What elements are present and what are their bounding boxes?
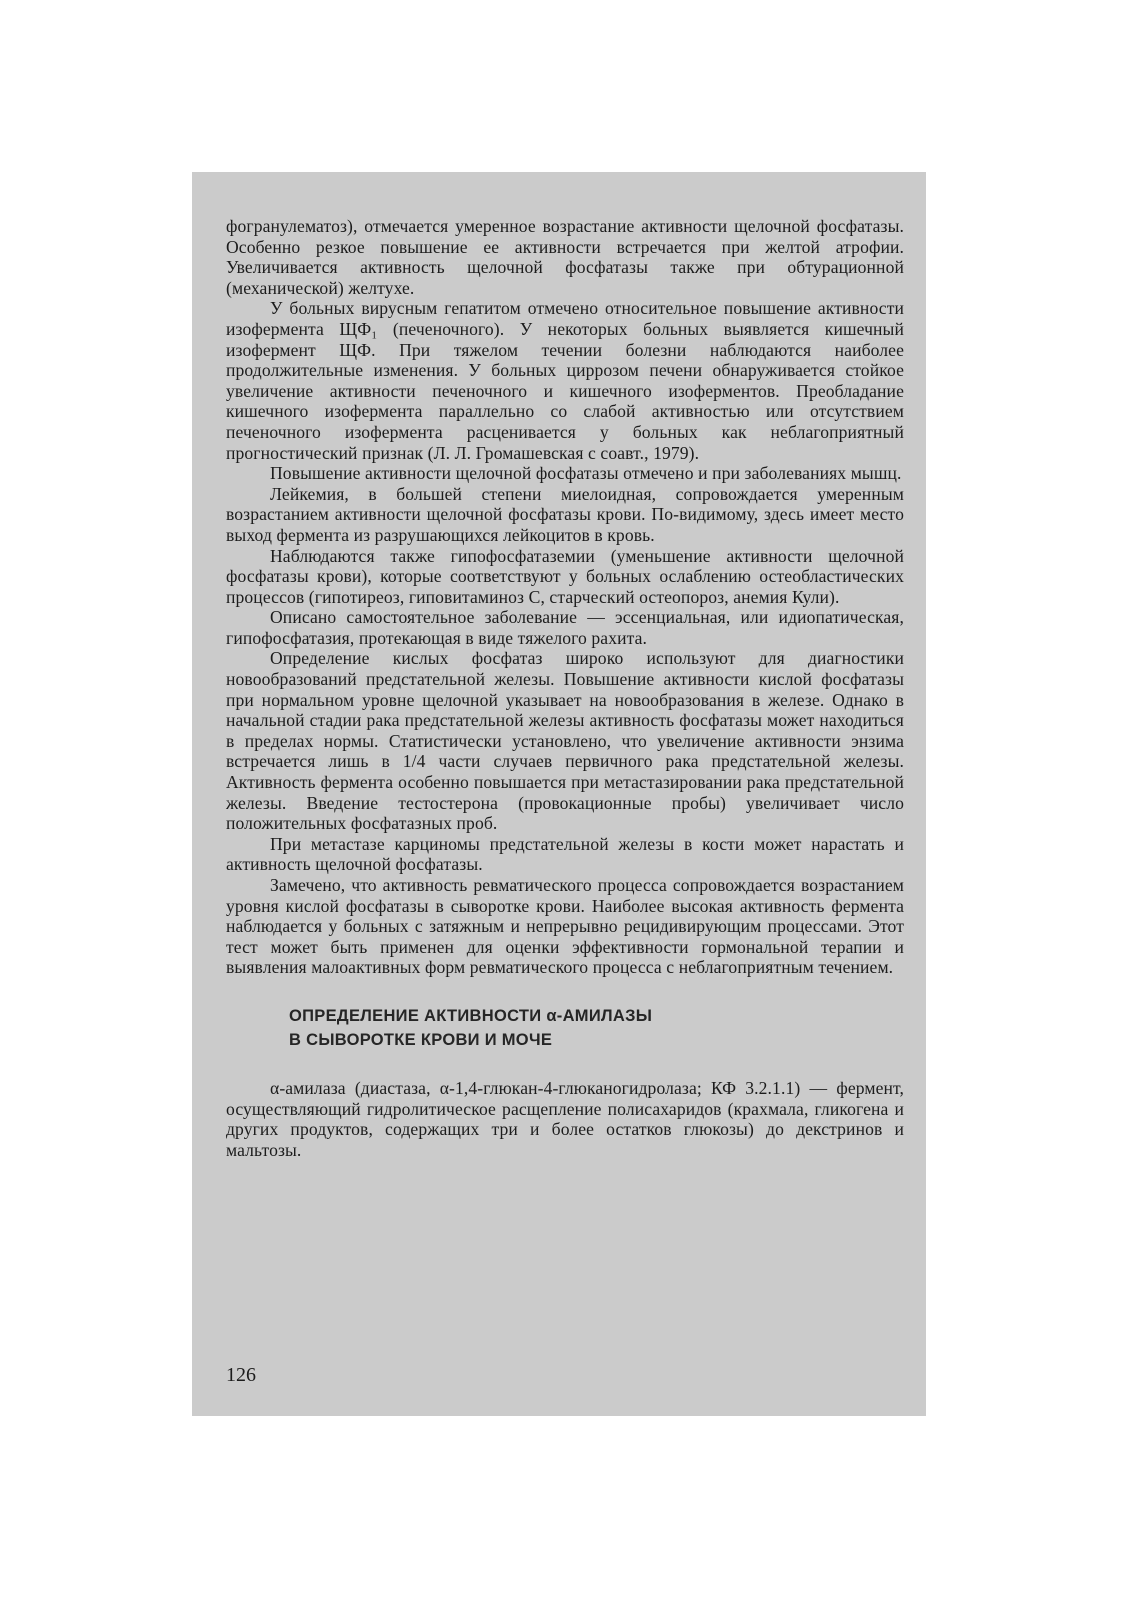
paragraph: α-амилаза (диастаза, α-1,4-глюкан-4-глюканогидролаза; КФ 3.2.1.1) — фермент, осуществляющий гидролитическое расщепление полисахаридов (крахмала, гликогена и других продуктов, содержащих три и более остатков глюкозы) до декстринов и мальтозы. (226, 1077, 904, 1160)
section-heading-line: ОПРЕДЕЛЕНИЕ АКТИВНОСТИ α-АМИЛАЗЫ (289, 1006, 653, 1025)
paragraph: Замечено, что активность ревматического процесса сопровождается возрастанием уровня кислой фосфатазы в сыворотке крови. Наиболее высокая активность фермента наблюдается у больных с затяжным и непрерывно рецидивирующим процессами. Этот тест может быть применен для оценки эффективности гормональной терапии и выявления малоактивных форм ревматического процесса с неблагоприятным течением. (226, 875, 904, 978)
paragraph: Повышение активности щелочной фосфатазы отмечено и при заболеваниях мышц. (270, 463, 902, 484)
main-text (226, 216, 904, 978)
paragraph: Лейкемия, в большей степени миелоидная, сопровождается умеренным возрастанием активности щелочной фосфатазы крови. По-видимому, здесь имеет место выход фермента из разрушающихся лейкоцитов в кровь. (226, 483, 904, 545)
page-number: 126 (226, 1364, 256, 1386)
paragraph: Определение кислых фосфатаз широко используют для диагностики новообразований предстательной железы. Повышение активности кислой фосфатазы при нормальном уровне щелочной указывает на новообразования в железе. Однако в начальной стадии рака предстательной железы активность фосфатазы может находиться в пределах нормы. Статистически установлено, что увеличение активности энзима встречается лишь в 1/4 части случаев первичного рака предстательной железы. Активность фермента особенно повышается при метастазировании рака предстательной железы. Введение тестостерона (провокационные пробы) увеличивает число положительных фосфатазных проб. (226, 648, 904, 834)
paragraph: Описано самостоятельное заболевание — эссенциальная, или идиопатическая, гипофосфатазия, протекающая в виде тяжелого рахита. (226, 607, 904, 648)
section-text (226, 1078, 904, 1160)
paragraph: фогранулематоз), отмечается умеренное возрастание активности щелочной фосфатазы. Особенно резкое повышение ее активности встречается при желтой атрофии. Увеличивается активность щелочной фосфатазы также при обтурационной (механической) желтухе. (226, 216, 904, 298)
paragraph: Наблюдаются также гипофосфатаземии (уменьшение активности щелочной фосфатазы крови), которые соответствуют у больных ослаблению остеобластических процессов (гипотиреоз, гиповитаминоз С, старческий остеопороз, анемия Кули). (226, 545, 904, 607)
section-heading-line: В СЫВОРОТКЕ КРОВИ И МОЧЕ (289, 1030, 553, 1049)
paragraph: При метастазе карциномы предстательной железы в кости может нарастать и активность щелочной фосфатазы. (226, 833, 904, 875)
book-page (192, 172, 926, 1416)
section-heading (289, 1004, 904, 1052)
paragraph: У больных вирусным гепатитом отмечено относительное повышение активности изофермента ЩФ₁ (печеночного). У некоторых больных выявляется кишечный изофермент ЩФ. При тяжелом течении болезни наблюдаются наиболее продолжительные изменения. У больных циррозом печени обнаруживается стойкое увеличение активности печеночного и кишечного изоферментов. Преобладание кишечного изофермента параллельно со слабой активностью или отсутствием печеночного изофермента расценивается у больных как неблагоприятный прогностический признак (Л. Л. Громашевская с соавт., 1979). (226, 298, 904, 463)
